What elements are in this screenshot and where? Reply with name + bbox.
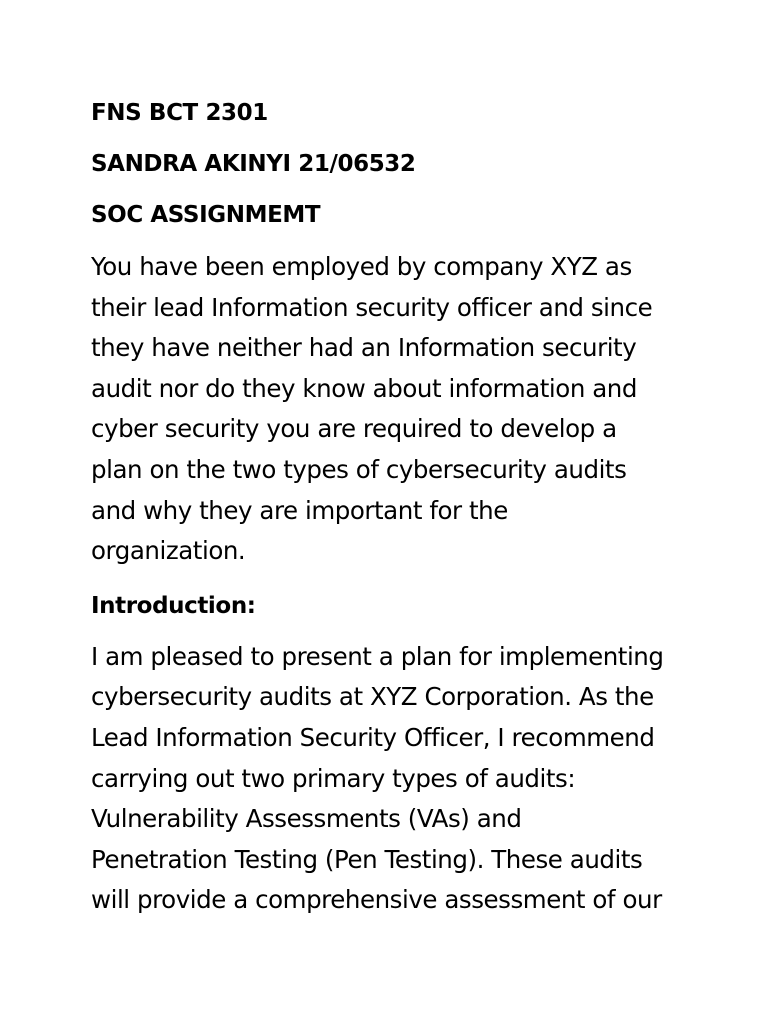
student-name-and-id: SANDRA AKINYI 21/06532 <box>91 151 416 177</box>
paragraph-line: organization. <box>91 536 246 566</box>
paragraph-line: plan on the two types of cybersecurity audits <box>91 454 627 484</box>
paragraph-line: You have been employed by company XYZ as <box>91 252 632 281</box>
paragraph-line: Lead Information Security Officer, I recommend <box>91 722 655 752</box>
introduction-paragraph <box>91 637 691 921</box>
paragraph-line: Penetration Testing (Pen Testing). These audits <box>91 844 643 874</box>
paragraph-line: and why they are important for the <box>91 495 508 525</box>
paragraph-line: carrying out two primary types of audits: <box>91 763 576 793</box>
assignment-title: SOC ASSIGNMEMT <box>91 202 321 228</box>
paragraph-line: audit nor do they know about information and <box>91 373 637 403</box>
document-content <box>91 94 691 935</box>
course-code: FNS BCT 2301 <box>91 100 268 126</box>
paragraph-line: cyber security you are required to develop a <box>91 414 617 444</box>
introduction-heading: Introduction: <box>91 592 256 619</box>
paragraph-line: they have neither had an Information security <box>91 333 637 363</box>
paragraph-line: will provide a comprehensive assessment of our <box>91 885 662 915</box>
paragraph-line: cybersecurity audits at XYZ Corporation. As the <box>91 682 654 712</box>
assignment-question <box>91 247 691 572</box>
paragraph-line: Vulnerability Assessments (VAs) and <box>91 804 522 834</box>
paragraph-line: I am pleased to present a plan for implementing <box>91 641 664 671</box>
paragraph-line: their lead Information security officer and since <box>91 292 653 322</box>
